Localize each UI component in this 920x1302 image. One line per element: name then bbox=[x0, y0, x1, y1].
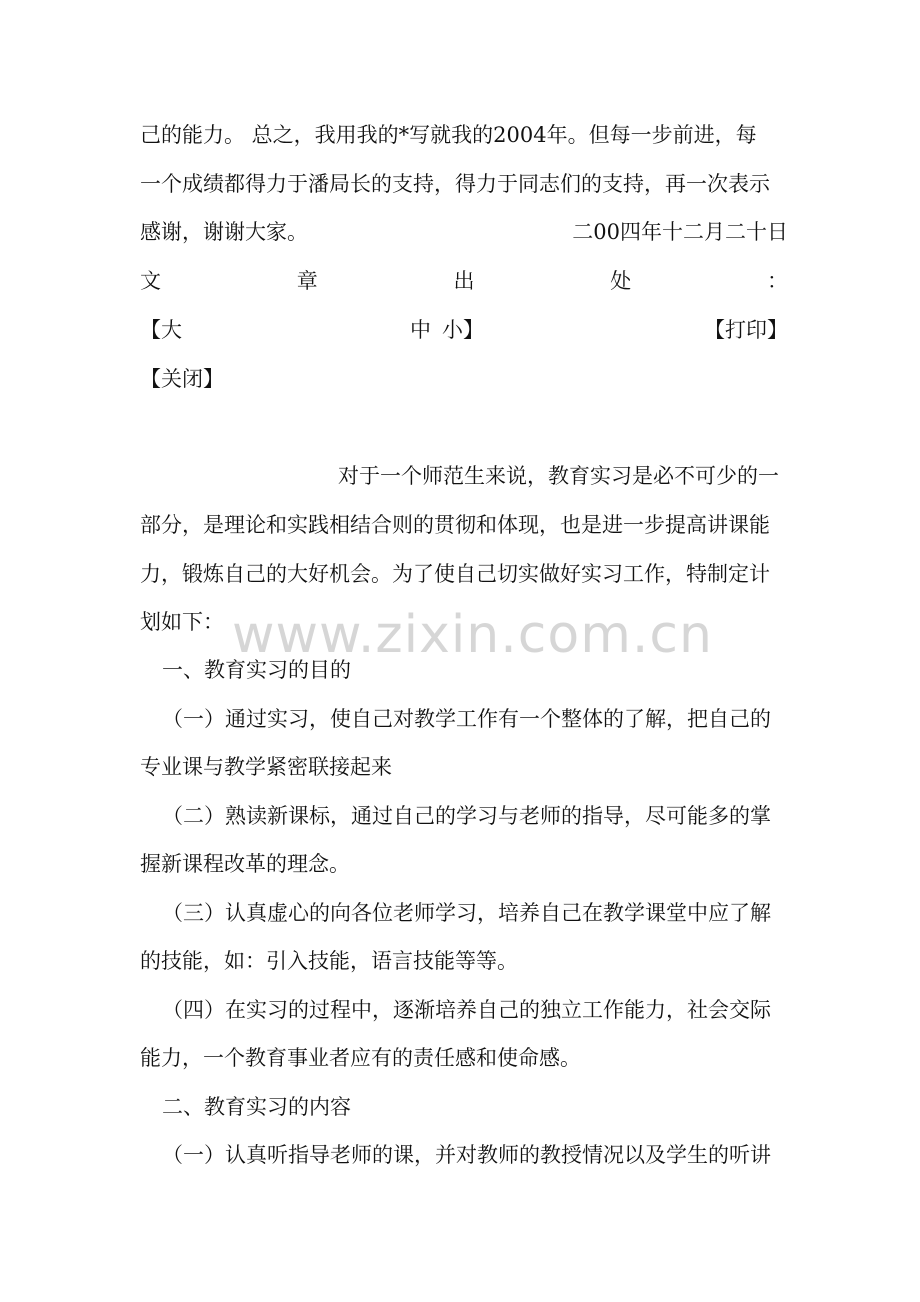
source-char-1: 文 bbox=[140, 269, 161, 293]
section-heading-1: 一、教育实习的目的 bbox=[162, 658, 351, 682]
source-line bbox=[140, 266, 788, 296]
watermark-text: www.zixin.com.cn bbox=[232, 605, 713, 665]
source-char-3: 出 bbox=[453, 269, 475, 293]
body-line-2: 部分，是理论和实践相结合则的贯彻和体现，也是进一步提高讲课能 bbox=[140, 513, 770, 537]
body-line-13: 能力，一个教育事业者应有的责任感和使命感。 bbox=[140, 1046, 581, 1070]
print-link[interactable]: 【打印】 bbox=[704, 318, 788, 342]
font-medium-link[interactable]: 中 bbox=[410, 318, 431, 342]
body-line-12: （四）在实习的过程中，逐渐培养自己的独立工作能力，社会交际 bbox=[162, 998, 771, 1022]
body-line-4: 划如下： bbox=[140, 610, 224, 634]
close-link[interactable]: 【关闭】 bbox=[140, 367, 224, 391]
source-char-4: 处 bbox=[610, 269, 632, 293]
closing-text: 感谢，谢谢大家。 bbox=[140, 220, 308, 244]
source-char-colon: ： bbox=[767, 269, 788, 293]
text-line-2: 一个成绩都得力于潘局长的支持，得力于同志们的支持，再一次表示 bbox=[140, 172, 770, 196]
source-char-2: 章 bbox=[296, 269, 318, 293]
body-line-1: 对于一个师范生来说，教育实习是必不可少的一 bbox=[338, 464, 779, 488]
close-line bbox=[140, 364, 788, 394]
body-line-6: （一）通过实习，使自己对教学工作有一个整体的了解，把自己的 bbox=[162, 707, 771, 731]
font-large-link[interactable]: 【大 bbox=[140, 318, 182, 342]
text-line-1: 己的能力。 总之，我用我的*写就我的2004年。但每一步前进，每 bbox=[140, 123, 757, 147]
body-line-8: （二）熟读新课标，通过自己的学习与老师的指导，尽可能多的掌 bbox=[162, 804, 771, 828]
body-line-7: 专业课与教学紧密联接起来 bbox=[140, 755, 392, 779]
date-text: 二00四年十二月二十日 bbox=[572, 220, 788, 244]
body-line-3: 力，锻炼自己的大好机会。为了使自己切实做好实习工作，特制定计 bbox=[140, 562, 770, 586]
toolbar-line bbox=[140, 315, 788, 345]
section-heading-2: 二、教育实习的内容 bbox=[162, 1095, 351, 1119]
font-small-link[interactable]: 小】 bbox=[442, 318, 484, 342]
closing-line bbox=[140, 217, 788, 247]
body-line-10: （三）认真虚心的向各位老师学习，培养自己在教学课堂中应了解 bbox=[162, 901, 771, 925]
body-line-11: 的技能，如：引入技能，语言技能等等。 bbox=[140, 949, 518, 973]
body-line-15: （一）认真听指导老师的课，并对教师的教授情况以及学生的听讲 bbox=[162, 1143, 771, 1167]
body-line-9: 握新课程改革的理念。 bbox=[140, 852, 350, 876]
